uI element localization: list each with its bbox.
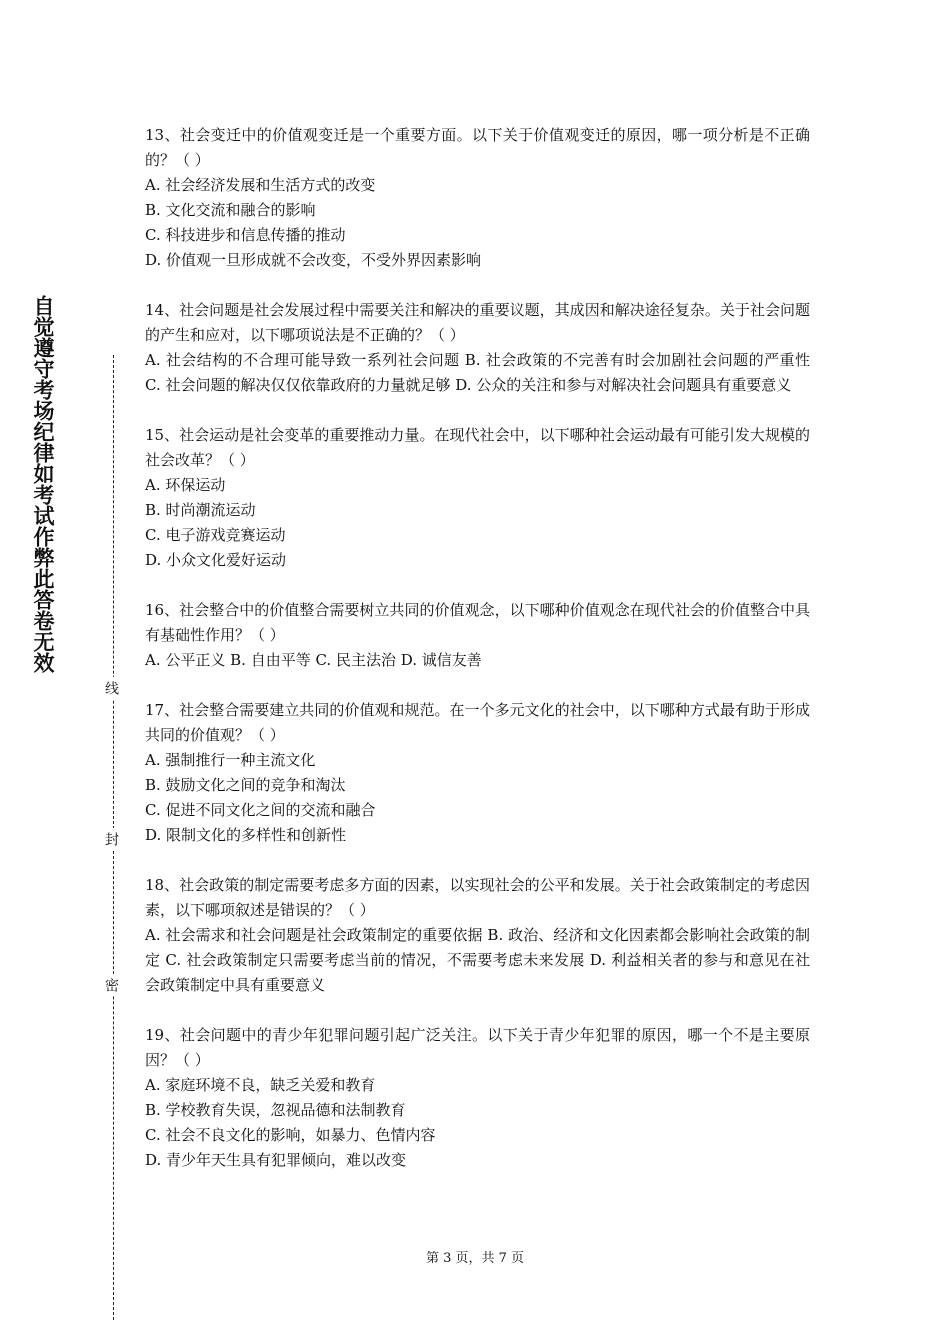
option-c: C. 促进不同文化之间的交流和融合 [145, 801, 376, 819]
question-stem: 17、社会整合需要建立共同的价值观和规范。在一个多元文化的社会中，以下哪种方式最有助于形成共同的价值观？（ ） [145, 701, 810, 744]
question-stem: 19、社会问题中的青少年犯罪问题引起广泛关注。以下关于青少年犯罪的原因，哪一个不是主要原因？（ ） [145, 1026, 810, 1069]
option-b: B. 学校教育失误，忽视品德和法制教育 [145, 1101, 406, 1119]
question-14 [145, 298, 810, 398]
question-stem: 14、社会问题是社会发展过程中需要关注和解决的重要议题，其成因和解决途径复杂。关于社会问题的产生和应对，以下哪项说法是不正确的？（ ） [145, 301, 810, 344]
option-d: D. 价值观一旦形成就不会改变，不受外界因素影响 [145, 251, 482, 269]
inline-options: A. 社会需求和社会问题是社会政策制定的重要依据 B. 政治、经济和文化因素都会影响社会政策的制定 C. 社会政策制定只需要考虑当前的情况，不需要考虑未来发展 D. 利益相关者的参与和意见在社会政策制定中具有重要意义 [145, 926, 810, 994]
question-stem: 13、社会变迁中的价值观变迁是一个重要方面。以下关于价值观变迁的原因，哪一项分析是不正确的？（ ） [145, 126, 810, 169]
option-c: C. 社会不良文化的影响，如暴力、色情内容 [145, 1126, 436, 1144]
option-d: D. 限制文化的多样性和创新性 [145, 826, 347, 844]
option-a: A. 家庭环境不良，缺乏关爱和教育 [145, 1076, 376, 1094]
option-c: C. 科技进步和信息传播的推动 [145, 226, 346, 244]
inline-options: A. 社会结构的不合理可能导致一系列社会问题 B. 社会政策的不完善有时会加剧社会问题的严重性 C. 社会问题的解决仅仅依靠政府的力量就足够 D. 公众的关注和参与对解决社会问题具有重要意义 [145, 351, 810, 394]
question-13 [145, 123, 810, 273]
question-16 [145, 598, 810, 673]
question-stem: 15、社会运动是社会变革的重要推动力量。在现代社会中，以下哪种社会运动最有可能引发大规模的社会改革？（ ） [145, 426, 810, 469]
option-a: A. 环保运动 [145, 476, 226, 494]
option-c: C. 电子游戏竞赛运动 [145, 526, 286, 544]
exam-discipline-warning: 自觉遵守考场纪律如考试作弊此答卷无效 [31, 295, 55, 673]
page-number: 第 3 页，共 7 页 [425, 1251, 525, 1266]
question-18 [145, 873, 810, 998]
inline-options: A. 公平正义 B. 自由平等 C. 民主法治 D. 诚信友善 [145, 651, 482, 669]
question-19 [145, 1023, 810, 1173]
option-d: D. 小众文化爱好运动 [145, 551, 287, 569]
option-b: B. 时尚潮流运动 [145, 501, 256, 519]
binding-label-mi: 密 [106, 974, 122, 996]
question-stem: 16、社会整合中的价值整合需要树立共同的价值观念，以下哪种价值观念在现代社会的价值整合中具有基础性作用？（ ） [145, 601, 810, 644]
option-b: B. 文化交流和融合的影响 [145, 201, 316, 219]
option-b: B. 鼓励文化之间的竞争和淘汰 [145, 776, 346, 794]
binding-label-feng: 封 [106, 828, 122, 850]
binding-label-xian: 线 [106, 677, 122, 699]
question-17 [145, 698, 810, 848]
option-d: D. 青少年天生具有犯罪倾向，难以改变 [145, 1151, 407, 1169]
option-a: A. 强制推行一种主流文化 [145, 751, 316, 769]
option-a: A. 社会经济发展和生活方式的改变 [145, 176, 376, 194]
question-list [145, 123, 810, 1198]
question-15 [145, 423, 810, 573]
question-stem: 18、社会政策的制定需要考虑多方面的因素，以实现社会的公平和发展。关于社会政策制定的考虑因素，以下哪项叙述是错误的？（ ） [145, 876, 810, 919]
